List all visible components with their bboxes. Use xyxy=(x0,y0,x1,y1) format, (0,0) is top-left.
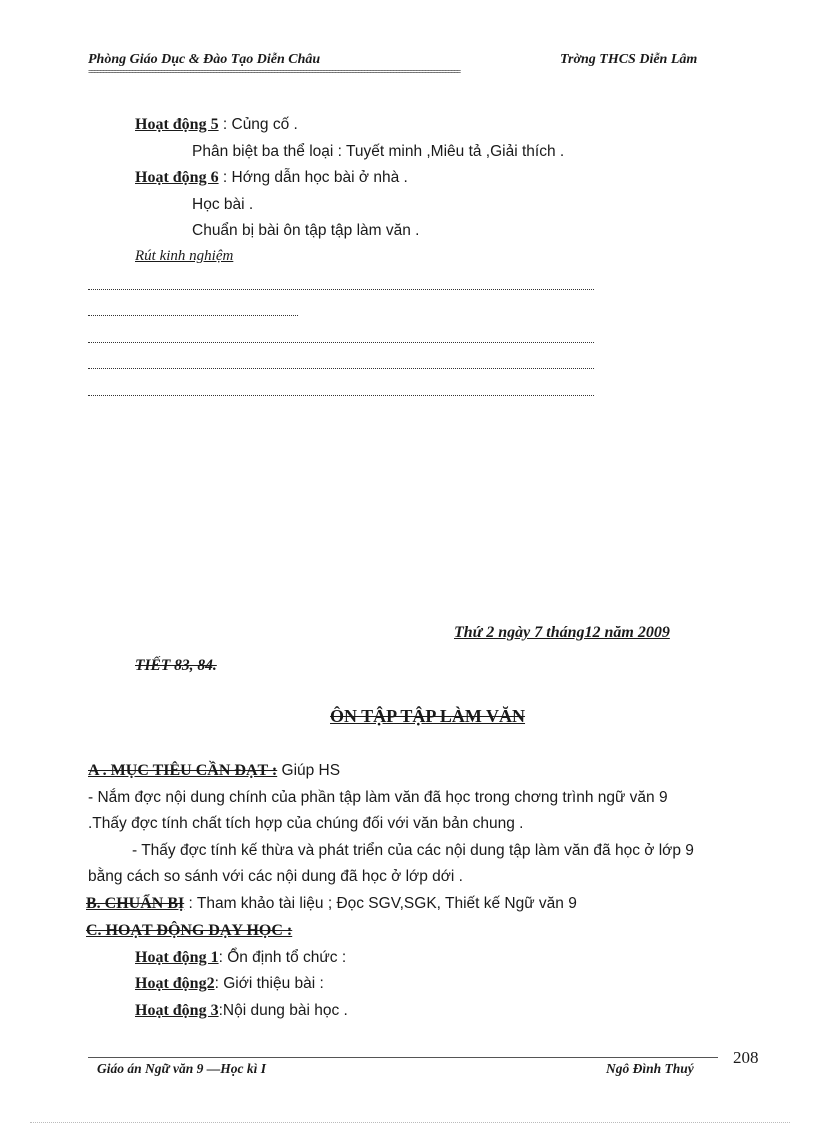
footer-right: Ngô Đình Thuý xyxy=(606,1061,694,1076)
footer-rule xyxy=(88,1057,718,1058)
activity-3-text: :Nội dung bài học . xyxy=(218,1002,348,1019)
objective-2b: bằng cách so sánh với các nội dung đã học ở lớp dới . xyxy=(88,868,463,885)
section-b-after: : Tham khảo tài liệu ; Đọc SGV,SGK, Thiết kế Ngữ văn 9 xyxy=(184,895,577,912)
activity-1-line xyxy=(135,949,346,967)
activity-3-line xyxy=(135,1002,348,1020)
activity-1-label: Hoạt động 1 xyxy=(135,949,219,966)
activity-6-label: Hoạt động 6 xyxy=(135,169,219,186)
activity-6-text: : Hớng dẫn học bài ở nhà . xyxy=(218,169,408,186)
section-c-heading: C. HOẠT ĐỘNG DẠY HỌC : xyxy=(86,922,293,939)
page-number: 208 xyxy=(733,1048,759,1067)
page-title: ÔN TẬP TẬP LÀM VĂN xyxy=(330,706,526,726)
activity-2-label: Hoạt động2 xyxy=(135,975,215,992)
experience-heading: Rút kinh nghiệm xyxy=(135,248,234,264)
dotted-line-3 xyxy=(88,342,594,343)
section-b-label: B. CHUẨN BỊ xyxy=(86,895,185,912)
section-a-heading xyxy=(88,762,340,780)
header-rule: ================================================================================================================================ xyxy=(88,68,460,77)
date-line: Thứ 2 ngày 7 tháng12 năm 2009 xyxy=(454,624,670,641)
section-b-heading xyxy=(86,895,577,913)
footer-left: Giáo án Ngữ văn 9 —Học kì I xyxy=(97,1061,266,1076)
section-a-label: A . MỤC TIÊU CẦN ĐẠT : xyxy=(88,762,278,779)
distinguish-line: Phân biệt ba thể loại : Tuyết minh ,Miêu tả ,Giải thích . xyxy=(192,143,565,160)
activity-3-label: Hoạt động 3 xyxy=(135,1002,219,1019)
activity-5-line xyxy=(135,116,298,134)
header-right: Trờng THCS Diễn Lâm xyxy=(560,52,698,67)
dotted-line-5 xyxy=(88,395,594,396)
activity-2-line xyxy=(135,975,324,993)
objective-1a: - Nắm đợc nội dung chính của phần tập làm văn đã học trong chơng trình ngữ văn 9 xyxy=(88,789,668,806)
dotted-line-2 xyxy=(88,315,298,316)
header-left: Phòng Giáo Dục & Đào Tạo Diễn Châu xyxy=(88,52,321,67)
activity-2-text: : Giới thiệu bài : xyxy=(214,975,324,992)
dotted-line-4 xyxy=(88,368,594,369)
study-line: Học bài . xyxy=(192,196,254,213)
activity-6-line xyxy=(135,169,408,187)
activity-1-text: : Ổn định tổ chức : xyxy=(218,949,347,966)
objective-1b: .Thấy đợc tính chất tích hợp của chúng đối với văn bản chung . xyxy=(88,815,524,832)
lesson-number: TIẾT 83, 84. xyxy=(135,657,217,674)
dotted-line-1 xyxy=(88,289,594,290)
activity-5-label: Hoạt động 5 xyxy=(135,116,219,133)
activity-5-text: : Củng cố . xyxy=(218,116,298,133)
prepare-line: Chuẩn bị bài ôn tập tập làm văn . xyxy=(192,222,420,239)
section-a-after: Giúp HS xyxy=(277,762,341,779)
objective-2a: - Thấy đợc tính kế thừa và phát triển của các nội dung tập làm văn đã học ở lớp 9 xyxy=(132,842,694,859)
